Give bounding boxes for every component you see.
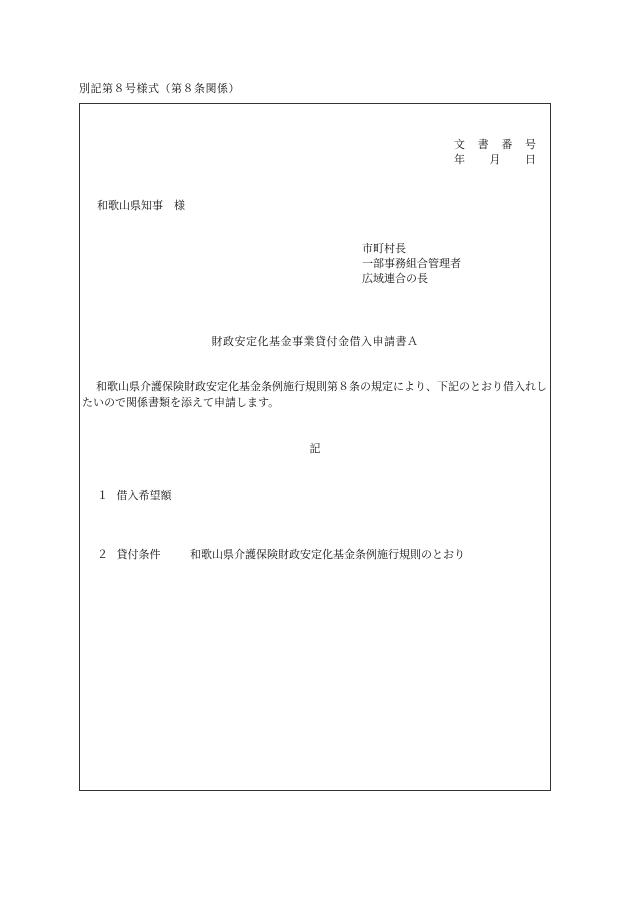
form-label: 別記第８号様式（第８条関係） bbox=[79, 82, 240, 95]
document-number-char: 書 bbox=[477, 138, 489, 151]
sender-block bbox=[362, 241, 461, 286]
item-value: 和歌山県介護保険財政安定化基金条例施行規則のとおり bbox=[190, 548, 465, 561]
date-row bbox=[454, 152, 536, 167]
item-number: １ bbox=[97, 489, 108, 502]
item-loan-conditions bbox=[97, 546, 465, 562]
sender-line: 一部事務組合管理者 bbox=[362, 257, 461, 270]
item-label: 借入希望額 bbox=[116, 489, 172, 502]
date-month: 月 bbox=[489, 153, 501, 166]
ki-heading: 記 bbox=[309, 442, 321, 455]
sender-line: 広域連合の長 bbox=[362, 272, 428, 285]
body-text: 和歌山県介護保険財政安定化基金条例施行規則第８条の規定により、下記のとおり借入れしたいので関係書類を添えて申請します。 bbox=[82, 380, 547, 409]
addressee: 和歌山県知事 様 bbox=[97, 199, 185, 212]
document-number-char: 文 bbox=[454, 138, 465, 151]
document-number-block bbox=[454, 137, 536, 167]
date-day: 日 bbox=[525, 153, 536, 166]
sender-line: 市町村長 bbox=[362, 242, 406, 255]
item-loan-amount bbox=[97, 487, 172, 503]
document-number-row bbox=[454, 137, 536, 152]
document-number-char: 番 bbox=[501, 138, 513, 151]
date-year: 年 bbox=[454, 153, 465, 166]
document-number-char: 号 bbox=[524, 138, 536, 151]
item-number: ２ bbox=[97, 548, 108, 561]
item-label: 貸付条件 bbox=[116, 548, 161, 561]
document-title: 財政安定化基金事業貸付金借入申請書Ａ bbox=[211, 335, 419, 348]
